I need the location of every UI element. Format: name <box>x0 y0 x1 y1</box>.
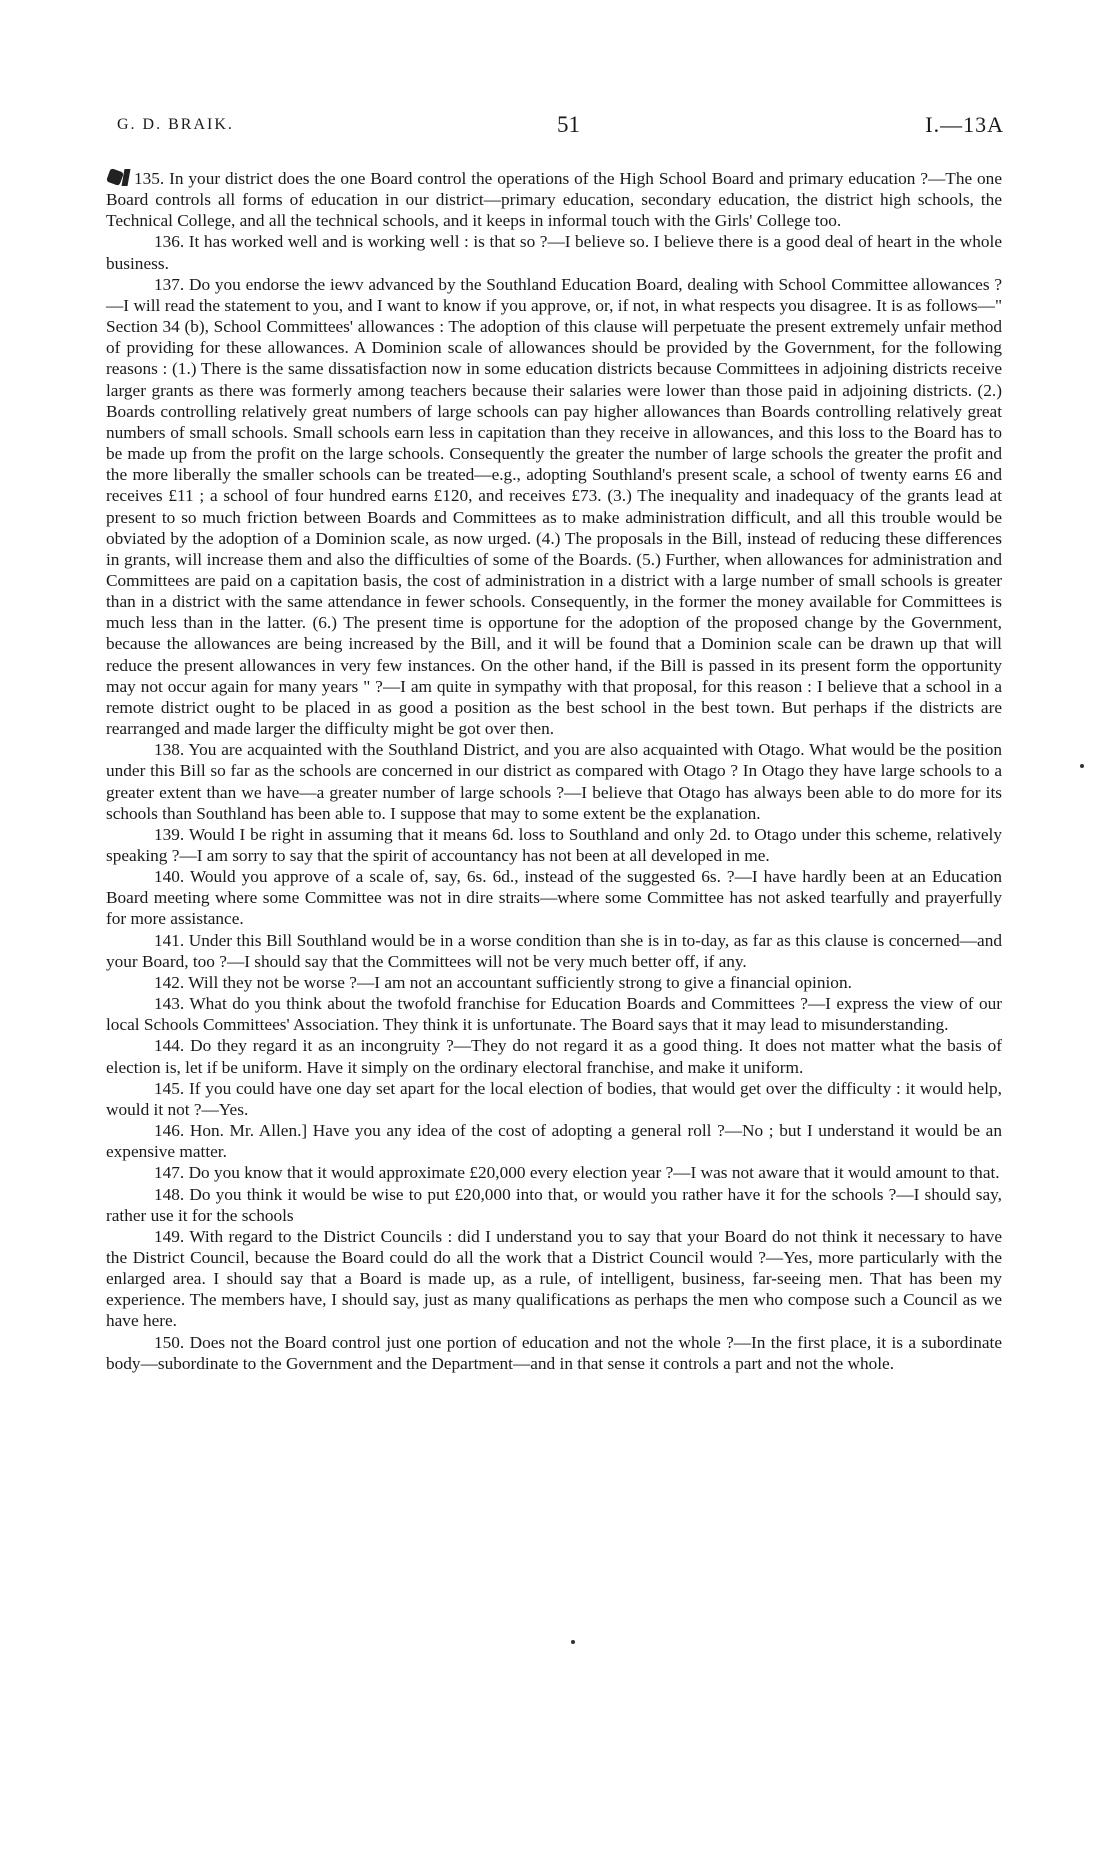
document-reference: I.—13A <box>925 112 1004 137</box>
paragraph-144: 144. Do they regard it as an incongruity ?—They do not regard it as a good thing. It does not matter what the basis of election is, let if be uniform. Have it simply on the ordinary electoral franchise, and make it uniform. <box>106 1036 1002 1077</box>
paragraph-141: 141. Under this Bill Southland would be in a worse condition than she is in to-day, as far as this clause is concerned—and your Board, too ?—I should say that the Committees will not be very much better off, if any. <box>106 930 1002 971</box>
paragraph-137: 137. Do you endorse the iewv advanced by the Southland Education Board, dealing with School Committee allowances ?—I will read the statement to you, and I want to know if you approve, or, if not, in what respects you disagree. It is as follows—" Section 34 (b), School Committees' allowances : The adoption of this clause will perpetuate the present extremely unfair method of providing for these allowances. A Dominion scale of allowances should be provided by the Government, for the following reasons : (1.) There is the same dissatisfaction now in some education districts because Committees in adjoining districts receive larger grants as there was formerly among teachers because their salaries were lower than those paid in adjoining districts. (2.) Boards controlling relatively great numbers of large schools can pay higher allowances than Boards controlling relatively great numbers of small schools. Small schools earn less in capitation than they receive in allowances, and this loss to the Board has to be made up from the profit on the large schools. Consequently the greater the number of large schools the greater the profit and the more liberally the smaller schools can be treated—e.g., adopting Southland's present scale, a school of twenty earns £6 and receives £11 ; a school of four hundred earns £120, and receives £73. (3.) The inequality and inadequacy of the grants lead at present to so much friction between Boards and Committees as to make administration difficult, and all this trouble would be obviated by the adoption of a Dominion scale, as now urged. (4.) The proposals in the Bill, instead of reducing these differences in grants, will increase them and also the difficulties of some of the Boards. (5.) Further, when allowances for administration and Committees are paid on a capitation basis, the cost of administration in a district with a large number of small schools is greater than in a district with the same attendance in fewer schools. Consequently, in the former the money available for Committees is much less than in the latter. (6.) The present time is opportune for the adoption of the proposed change by the Government, because the allowances are being increased by the Bill, and it will be found that a Dominion scale can be drawn up that will reduce the present allowances in very few instances. On the other hand, if the Bill is passed in its present form the opportunity may not occur again for many years " ?—I am quite in sympathy with that proposal, for this reason : I believe that a school in a remote district ought to be placed in as good a position as the best school in the best town. But perhaps if the districts are rearranged and made larger the difficulty might be got over then. <box>106 274 1002 739</box>
page-header <box>117 112 1004 142</box>
ink-blot-mark <box>106 168 132 186</box>
header-witness-name: G. D. BRAIK. <box>117 116 234 133</box>
evidence-text <box>106 168 1002 1374</box>
paragraph-146: 146. Hon. Mr. Allen.] Have you any idea of the cost of adopting a general roll ?—No ; but I understand it would be an expensive matter. <box>106 1121 1002 1162</box>
paragraph-140: 140. Would you approve of a scale of, say, 6s. 6d., instead of the suggested 6s. ?—I have hardly been at an Education Board meeting where some Committee was not in dire straits—where some Committee has not asked tearfully and prayerfully for more assistance. <box>106 867 1002 929</box>
paragraph-138: 138. You are acquainted with the Southland District, and you are also acquainted with Otago. What would be the position under this Bill so far as the schools are concerned in our district as compared with Otago ? In Otago they have large schools to a greater extent than we have—a greater number of large schools ?—I believe that Otago has always been able to do more for its schools than Southland has been able to. I suppose that may to some extent be the explanation. <box>106 740 1002 823</box>
paragraph-145: 145. If you could have one day set apart for the local election of bodies, that would get over the difficulty : it would help, would it not ?—Yes. <box>106 1078 1002 1119</box>
paragraph-142: 142. Will they not be worse ?—I am not an accountant sufficiently strong to give a financial opinion. <box>154 972 852 992</box>
paragraph-135: 135. In your district does the one Board control the operations of the High School Board and primary education ?—The one Board controls all forms of education in our district—primary education, secondary education, the district high schools, the Technical College, and all the technical schools, and it keeps in informal touch with the Girls' College too. <box>106 169 1002 231</box>
paragraph-150: 150. Does not the Board control just one portion of education and not the whole ?—In the first place, it is a subordinate body—subordinate to the Government and the Department—and in that sense it controls a part and not the whole. <box>106 1332 1002 1373</box>
paragraph-149: 149. With regard to the District Councils : did I understand you to say that your Board do not think it necessary to have the District Council, because the Board could do all the work that a District Council would ?—Yes, more particularly with the enlarged area. I should say that a Board is made up, as a rule, of intelligent, business, far-seeing men. That has been my experience. The members have, I should say, just as many qualifications as perhaps the men who compose such a Council as we have here. <box>106 1226 1002 1331</box>
stray-ink-dot <box>571 1640 575 1644</box>
paragraph-136: 136. It has worked well and is working well : is that so ?—I believe so. I believe there is a good deal of heart in the whole business. <box>106 232 1002 273</box>
paragraph-148: 148. Do you think it would be wise to put £20,000 into that, or would you rather have it for the schools ?—I should say, rather use it for the schools <box>106 1184 1002 1225</box>
stray-ink-dot <box>1080 764 1084 768</box>
paragraph-147: 147. Do you know that it would approximate £20,000 every election year ?—I was not aware that it would amount to that. <box>154 1163 1000 1183</box>
paragraph-139: 139. Would I be right in assuming that it means 6d. loss to Southland and only 2d. to Otago under this scheme, relatively speaking ?—I am sorry to say that the spirit of accountancy has not been at all developed in me. <box>106 824 1002 865</box>
paragraph-143: 143. What do you think about the twofold franchise for Education Boards and Committees ?—I express the view of our local Schools Committees' Association. They think it is unfortunate. The Board says that it may lead to misunderstanding. <box>106 994 1002 1035</box>
page-number: 51 <box>557 112 580 137</box>
